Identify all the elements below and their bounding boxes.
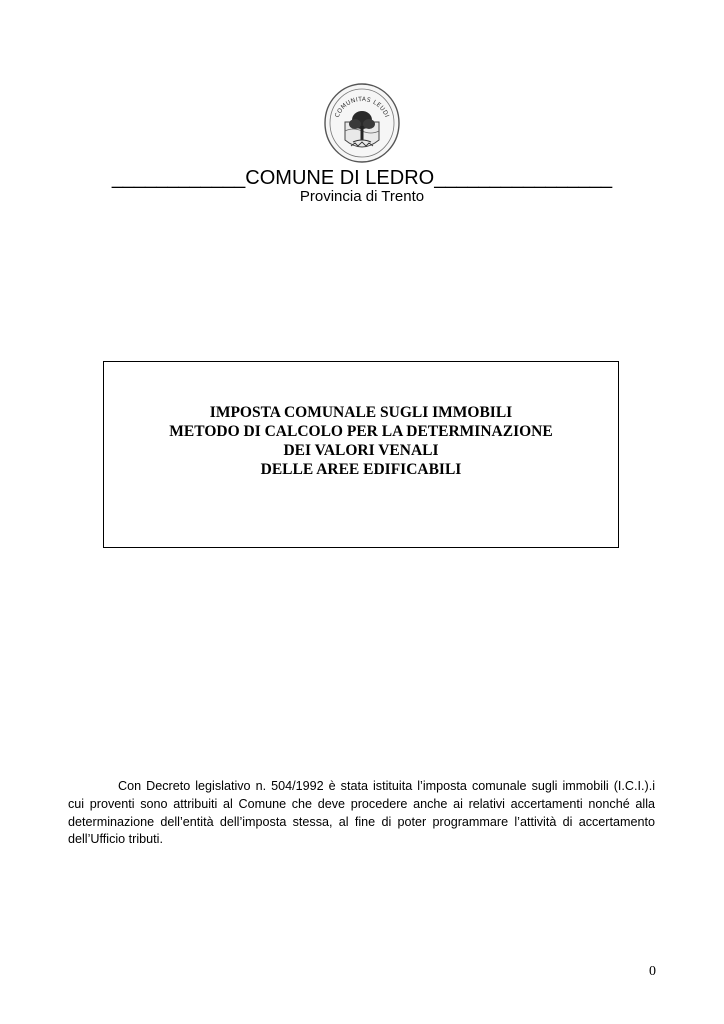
title-line-3: DEI VALORI VENALI <box>283 442 439 459</box>
province-name: Provincia di Trento <box>299 188 425 205</box>
intro-paragraph: Con Decreto legislativo n. 504/1992 è stata istituita l’imposta comunale sugli immobili (I.C.I.).i cui proventi sono attribuiti al Comune che deve procedere anche ai relativi accertamenti nonché alla determinazione dell’entità dell’imposta stessa, al fine di poter programmare l’attività di accertamento dell’Ufficio tributi. <box>68 779 655 847</box>
title-line-2: METODO DI CALCOLO PER LA DETERMINAZIONE <box>169 423 553 440</box>
title-line-1: IMPOSTA COMUNALE SUGLI IMMOBILI <box>209 404 513 421</box>
municipality-name: ____________COMUNE DI LEDRO________________ <box>111 167 613 189</box>
document-title-box <box>103 361 619 548</box>
title-line-4: DELLE AREE EDIFICABILI <box>260 461 462 478</box>
page-number: 0 <box>649 964 656 979</box>
seal-inscription: COMUNITAS LEUDI <box>333 95 391 119</box>
intro-paragraph-block <box>68 778 655 849</box>
coat-of-arms-seal-icon <box>323 82 401 164</box>
document-title <box>104 403 618 479</box>
